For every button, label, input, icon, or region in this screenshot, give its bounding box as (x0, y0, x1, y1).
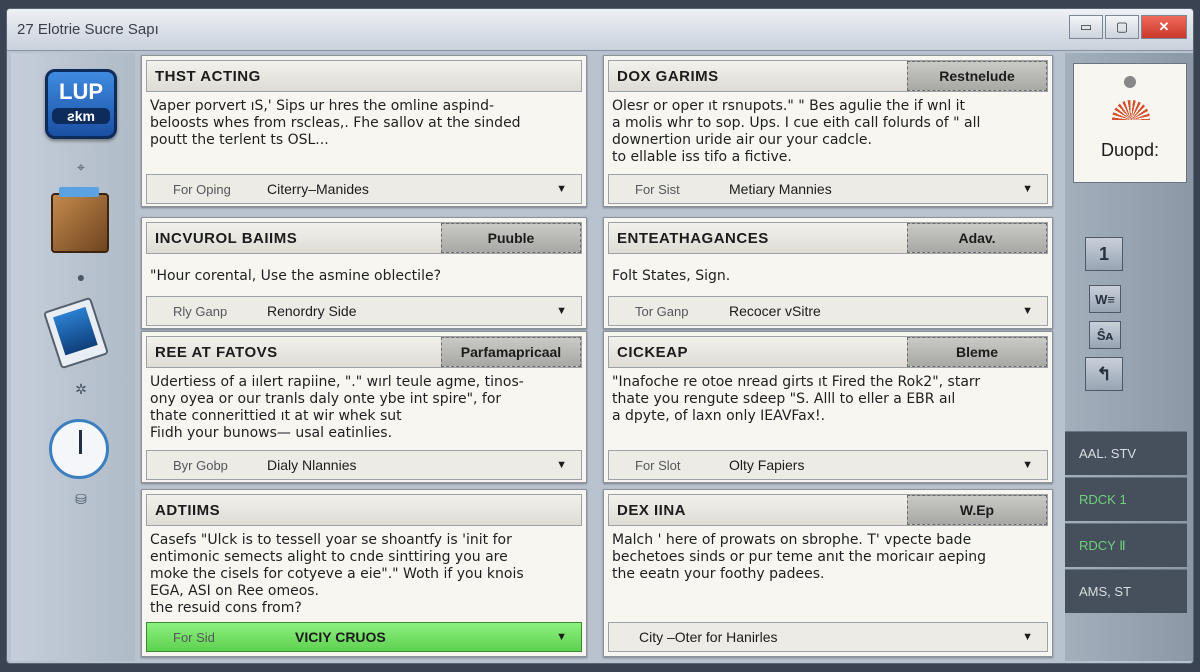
chevron-down-icon[interactable]: ▼ (1022, 459, 1033, 471)
network-icon[interactable]: ⌖ (77, 158, 85, 175)
card-title: REE AT FATOVS (155, 344, 278, 361)
window-controls (1069, 15, 1187, 39)
tab-rdcy-2[interactable]: RDCY Ⅱ (1065, 523, 1187, 567)
clock-icon[interactable] (49, 419, 109, 479)
card-body-line: bechetoes sinds or pur teme anıt the moricaır aeping (612, 549, 986, 565)
chevron-down-icon[interactable]: ▼ (1022, 631, 1033, 643)
card-body-line: a dpyte, of laxn only IEAVFax!. (612, 408, 826, 424)
card-tag-button[interactable]: Adav. (907, 223, 1047, 253)
card-tag-button[interactable]: Puuble (441, 223, 581, 253)
tab-aal-stv[interactable]: AAL. STV (1065, 431, 1187, 475)
card-dropdown[interactable] (146, 296, 582, 326)
chevron-down-icon[interactable]: ▼ (1022, 305, 1033, 317)
card-body-line: "Inafoche re otoe nread girts ıt Fired the Rok2", starr (612, 374, 981, 390)
card-body-line: Folt States, Sign. (612, 268, 731, 284)
card-dropdown[interactable] (608, 450, 1048, 480)
card-body-line: Fiıdh your bunows— usal eatinlies. (150, 425, 393, 441)
logo-text-bottom: ƨkm (52, 108, 110, 124)
card-ree-at-fatovs (141, 331, 587, 483)
card-body (150, 374, 578, 442)
chevron-down-icon[interactable]: ▼ (1022, 183, 1033, 195)
close-button[interactable]: ✕ (1141, 15, 1187, 39)
card-body-line: downertion uride air our your cadcle. (612, 132, 872, 148)
card-body-line: a molis whr to sop. Ups. I cue eith call folurds of " all (612, 115, 981, 131)
card-body-line: to ellable iss tifo a fictive. (612, 149, 792, 165)
card-body-line: Udertiess of a iılert rapiine, "." wırl teule agme, tinos- (150, 374, 524, 390)
card-body (612, 98, 1044, 166)
card-dox-garims (603, 55, 1053, 207)
chevron-down-icon[interactable]: ▼ (556, 305, 567, 317)
card-body-line: Casefs "Ulck is to tessell yoar se shoantfy is 'init for (150, 532, 512, 548)
tab-rdck-1[interactable]: RDCK 1 (1065, 477, 1187, 521)
chevron-down-icon[interactable]: ▼ (556, 183, 567, 195)
dropdown-value: Recocer vSitre (729, 303, 821, 319)
card-title: INCVUROL BAIIMS (155, 230, 298, 247)
card-body-line: Malch ' here of prowats on sbrophe. T' vpecte bade (612, 532, 972, 548)
card-title: THST ACTING (155, 68, 261, 85)
card-header (146, 222, 582, 254)
dropdown-value: City –Oter for Hanirles (639, 629, 778, 645)
dropdown-value: Renordry Side (267, 303, 357, 319)
dropdown-value: Olty Fapiers (729, 457, 805, 473)
indicator-dot-icon (1124, 76, 1136, 88)
card-body-line: the eeatn your foothy padees. (612, 566, 825, 582)
app-logo[interactable] (45, 69, 117, 139)
tool-button-3[interactable]: Ŝᴀ (1089, 321, 1121, 349)
card-adtiims (141, 489, 587, 657)
dropdown-label: For Slot (635, 457, 681, 473)
card-body-line: Vaper porvert ıS,' Sips ur hres the omline aspind- (150, 98, 495, 114)
dropdown-label: For Sid (173, 629, 215, 645)
title-bar[interactable] (7, 9, 1193, 51)
dropdown-value: Metiary Mannies (729, 181, 832, 197)
tab-ams-st[interactable]: AMS, ST (1065, 569, 1187, 613)
dropdown-value: VICIY CRUOS (295, 629, 386, 645)
card-body-line: EGA, ASI on Ree omeos. (150, 583, 320, 599)
card-dropdown[interactable] (608, 174, 1048, 204)
card-header (146, 60, 582, 92)
card-body (612, 374, 1044, 425)
panel-label: Duopd: (1100, 140, 1160, 160)
card-tag-button[interactable]: Bleme (907, 337, 1047, 367)
card-dropdown[interactable] (608, 622, 1048, 652)
card-header (146, 494, 582, 526)
card-title: ENTEATHAGANCES (617, 230, 769, 247)
card-body-line: thate connerittied ıt at wir whek sut (150, 408, 402, 424)
sunburst-icon (1112, 100, 1150, 120)
database-icon[interactable]: ⛁ (75, 490, 87, 507)
card-header (608, 222, 1048, 254)
chevron-down-icon[interactable]: ▼ (556, 631, 567, 643)
card-thst-acting (141, 55, 587, 207)
card-tag-button[interactable]: Parfamapricaal (441, 337, 581, 367)
card-dropdown-highlighted[interactable] (146, 622, 582, 652)
gear-icon[interactable]: ✲ (75, 380, 87, 397)
dropdown-label: For Sist (635, 181, 680, 197)
card-dropdown[interactable] (146, 174, 582, 204)
card-title: CICKEAP (617, 344, 689, 361)
card-body-line: Olesr or oper ıt rsnupots." " Bes agulie the if wnl it (612, 98, 966, 114)
card-body-line: "Hour corental, Use the asmine oblectile? (150, 268, 441, 284)
maximize-button[interactable]: ▢ (1105, 15, 1139, 39)
minimize-button[interactable]: ▭ (1069, 15, 1103, 39)
card-body (150, 268, 578, 285)
card-body (150, 98, 578, 149)
app-window (6, 8, 1194, 664)
tool-button-2[interactable]: W≡ (1089, 285, 1121, 313)
card-body-line: moke the cisels for cotyeve a eie"." Woth if you knois (150, 566, 524, 582)
card-enteathagances (603, 217, 1053, 329)
card-tag-button[interactable]: Restnelude (907, 61, 1047, 91)
card-incvurol-baiims (141, 217, 587, 329)
card-body-line: poutt the terlent ts OSL... (150, 132, 329, 148)
card-body (612, 268, 1044, 285)
card-dropdown[interactable] (608, 296, 1048, 326)
dropdown-value: Dialy Nlannies (267, 457, 357, 473)
card-body-line: thate you rengute sdeep "S. Alll to eller a EBR aıl (612, 391, 956, 407)
card-cickeap (603, 331, 1053, 483)
dropdown-value: Citerry–Manides (267, 181, 369, 197)
undo-button[interactable]: ↰ (1085, 357, 1123, 391)
dropdown-label: For Oping (173, 181, 231, 197)
card-body-line: entimonic semects alight to cnde sinttiring you are (150, 549, 508, 565)
tool-button-1[interactable]: 1 (1085, 237, 1123, 271)
card-tag-button[interactable]: W.Ep (907, 495, 1047, 525)
card-dex-iina (603, 489, 1053, 657)
card-title: DEX IINA (617, 502, 687, 519)
card-body-line: the resuid cons from? (150, 600, 302, 616)
card-body-line: beloosts whes from rscleas,. Fhe sallov at the sinded (150, 115, 521, 131)
card-header (608, 336, 1048, 368)
card-body (612, 532, 1044, 583)
window-title: 27 Elotrie Sucre Sapı (17, 21, 159, 38)
right-sidebar (1065, 53, 1194, 661)
dropdown-label: Tor Ganp (635, 303, 689, 319)
card-body (150, 532, 578, 617)
dot-icon: ● (76, 269, 86, 285)
card-body-line: ony oyea or our tranls daly onte ybe int spire", for (150, 391, 502, 407)
card-title: ADTIIMS (155, 502, 221, 519)
treasure-chest-icon[interactable] (51, 193, 109, 253)
chevron-down-icon[interactable]: ▼ (556, 459, 567, 471)
dropdown-label: Rly Ganp (173, 303, 228, 319)
card-header (146, 336, 582, 368)
card-dropdown[interactable] (146, 450, 582, 480)
status-panel[interactable] (1073, 63, 1187, 183)
card-header (608, 494, 1048, 526)
logo-text-top: LUP (59, 79, 103, 104)
dropdown-label: Byr Gobp (173, 457, 228, 473)
card-header (608, 60, 1048, 92)
left-sidebar (11, 53, 135, 661)
card-device-icon[interactable] (43, 297, 109, 370)
card-title: DOX GARIMS (617, 68, 719, 85)
